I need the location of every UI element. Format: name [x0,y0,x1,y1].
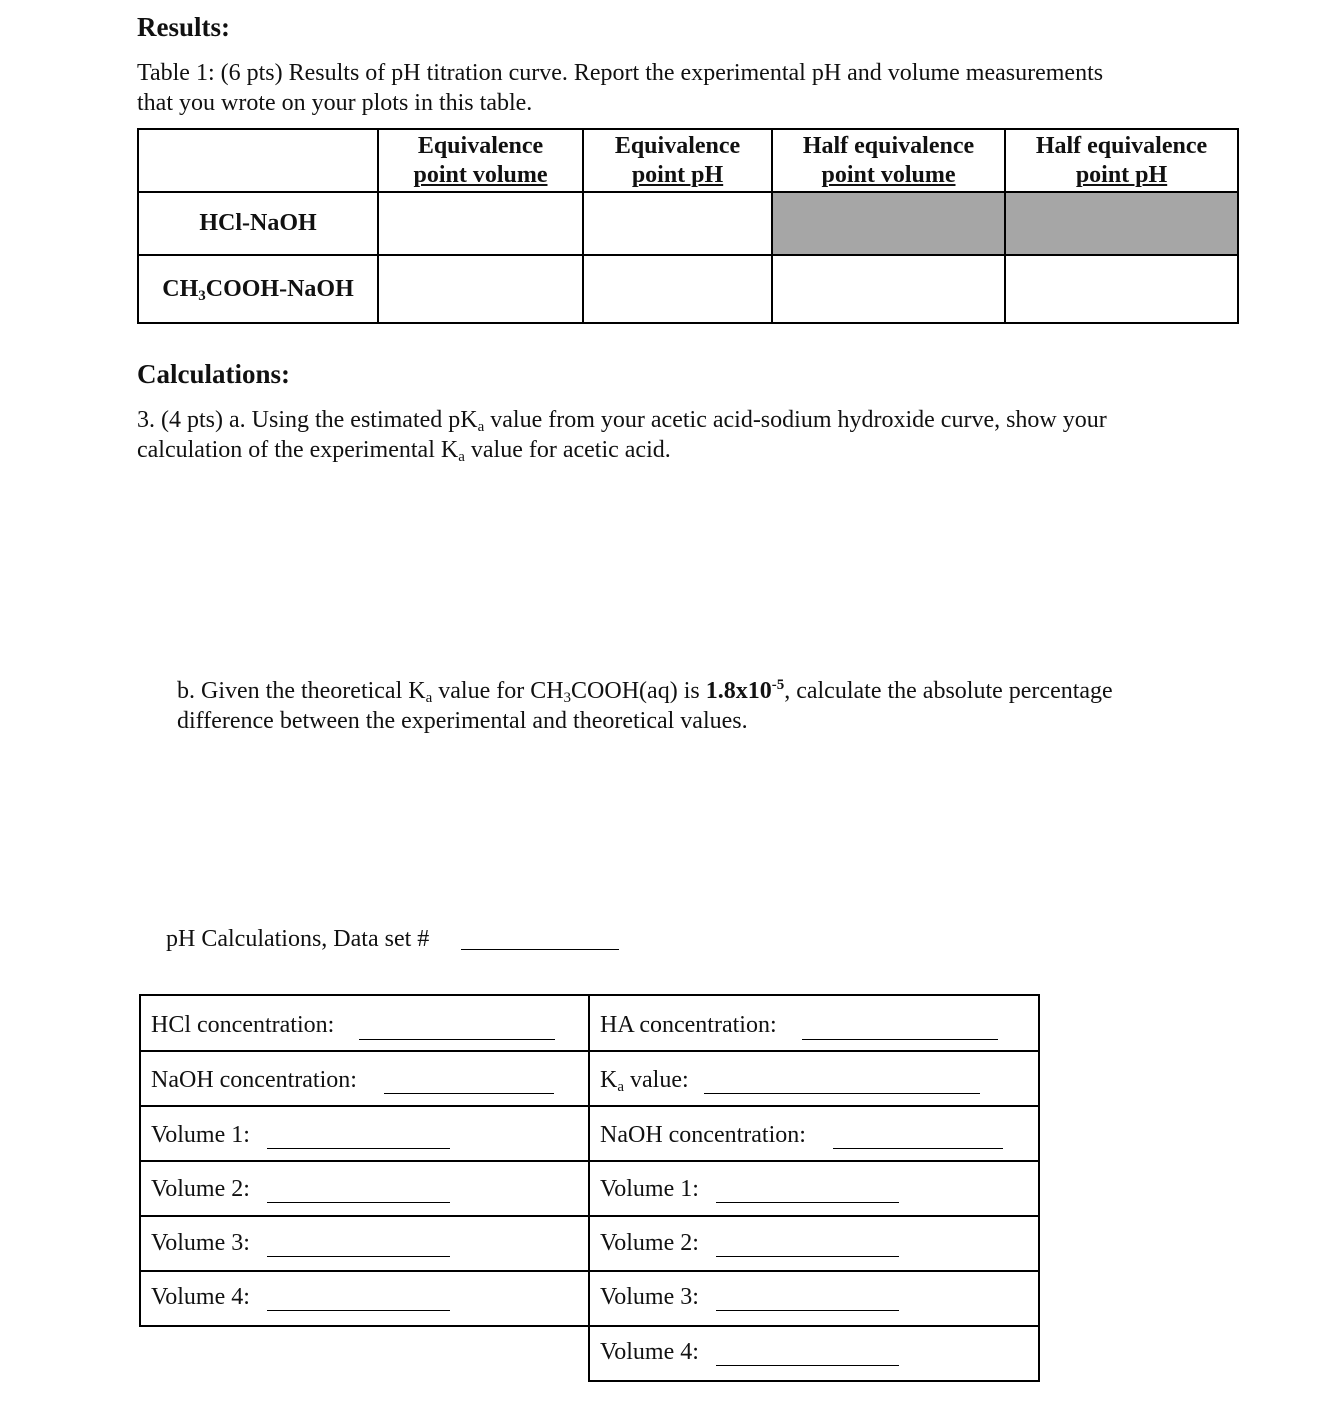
table-row-hcl-naoh [138,192,1238,255]
acetic-volume2-label: Volume 2: [600,1230,699,1256]
acetic-data-box [588,994,1040,1382]
cell-hcl-eq-volume[interactable] [378,192,583,255]
acetic-volume3-blank[interactable] [716,1310,899,1311]
acetic-volume3-row [590,1272,1038,1327]
calculations-heading: Calculations: [137,359,291,389]
question-3b-line1: b. Given the theoretical $K_a$ value for $CH_3COOH(aq)$ is $1.8x10^{-5}$, calculate the absolute percentage [177,677,1113,706]
hcl-volume4-label: Volume 4: [151,1284,250,1310]
acetic-naoh-concentration-blank[interactable] [833,1148,1003,1149]
ka-value-label: $K_a$ value: [600,1067,689,1095]
ka-value-blank[interactable] [704,1093,980,1094]
hcl-concentration-blank[interactable] [359,1039,555,1040]
hcl-volume1-blank[interactable] [267,1148,450,1149]
acetic-volume4-label: Volume 4: [600,1339,699,1365]
table-header-row [138,129,1238,192]
data-set-number-blank[interactable] [461,949,619,950]
cell-acetic-half-volume[interactable] [772,255,1005,323]
acetic-volume3-label: Volume 3: [600,1284,699,1310]
hcl-volume2-label: Volume 2: [151,1176,250,1202]
acetic-volume4-row [590,1327,1038,1380]
question-3b-line2: difference between the experimental and theoretical values. [177,708,748,734]
naoh-concentration-row [141,1052,588,1107]
acetic-volume2-blank[interactable] [716,1256,899,1257]
column-header-equivalence-volume: Equivalence point volume [378,129,583,192]
ha-concentration-row [590,996,1038,1052]
hcl-volume2-blank[interactable] [267,1202,450,1203]
hcl-volume1-row [141,1107,588,1162]
acetic-naoh-concentration-label: NaOH concentration: [600,1122,806,1148]
question-3a-line1: 3. (4 pts) a. Using the estimated $pK_a$ value from your acetic acid-sodium hydroxide curve, show your [137,407,1107,435]
cell-hcl-eq-ph[interactable] [583,192,772,255]
ha-concentration-blank[interactable] [802,1039,998,1040]
results-heading: Results: [137,12,230,42]
ha-concentration-label: HA concentration: [600,1012,777,1038]
column-header-half-equivalence-volume: Half equivalence point volume [772,129,1005,192]
cell-acetic-eq-ph[interactable] [583,255,772,323]
acetic-volume1-blank[interactable] [716,1202,899,1203]
hcl-volume4-blank[interactable] [267,1310,450,1311]
hcl-concentration-row [141,996,588,1052]
hcl-volume3-row [141,1217,588,1272]
row-label-acetic-naoh: $CH_3COOH$-NaOH [138,255,378,323]
cell-acetic-half-ph[interactable] [1005,255,1238,323]
acetic-naoh-concentration-row [590,1107,1038,1162]
table-caption-line1: Table 1: (6 pts) Results of pH titration curve. Report the experimental pH and volume measurements [137,60,1104,86]
acetic-volume4-blank[interactable] [716,1365,899,1366]
results-table [137,128,1239,324]
acetic-volume1-row [590,1162,1038,1217]
hcl-data-box [139,994,590,1327]
hcl-volume3-blank[interactable] [267,1256,450,1257]
ka-value-row [590,1052,1038,1107]
hcl-volume4-row [141,1272,588,1325]
acetic-volume2-row [590,1217,1038,1272]
column-header-equivalence-ph: Equivalence point pH [583,129,772,192]
table-caption-line2: that you wrote on your plots in this table. [137,90,533,116]
cell-hcl-half-ph-shaded [1005,192,1238,255]
naoh-concentration-blank[interactable] [384,1093,554,1094]
acetic-volume1-label: Volume 1: [600,1176,699,1202]
cell-hcl-half-volume-shaded [772,192,1005,255]
question-3a-line2: calculation of the experimental $K_a$ value for acetic acid. [137,437,671,465]
ph-calculations-label: pH Calculations, Data set # [166,926,430,952]
hcl-volume3-label: Volume 3: [151,1230,250,1256]
cell-acetic-eq-volume[interactable] [378,255,583,323]
naoh-concentration-label: NaOH concentration: [151,1067,357,1093]
hcl-volume1-label: Volume 1: [151,1122,250,1148]
hcl-volume2-row [141,1162,588,1217]
column-header-half-equivalence-ph: Half equivalence point pH [1005,129,1238,192]
table-corner-cell [138,129,378,192]
row-label-hcl-naoh: HCl-NaOH [138,192,378,255]
hcl-concentration-label: HCl concentration: [151,1012,335,1038]
table-row-acetic-naoh [138,255,1238,323]
